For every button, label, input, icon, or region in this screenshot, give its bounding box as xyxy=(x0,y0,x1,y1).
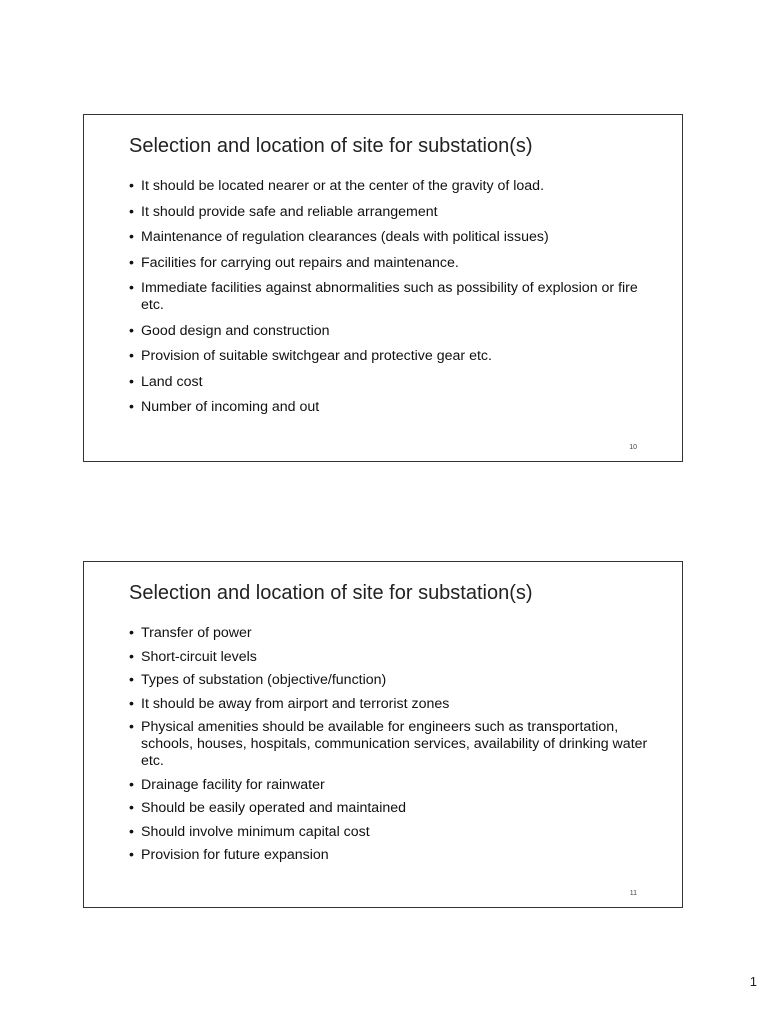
slide-2 xyxy=(83,561,683,908)
slide-title: Selection and location of site for substation(s) xyxy=(129,135,533,157)
list-item xyxy=(129,255,659,272)
list-item xyxy=(129,649,659,666)
bullet-list xyxy=(129,178,659,425)
bullet-icon: • xyxy=(129,254,134,271)
list-item xyxy=(129,824,659,841)
list-item xyxy=(129,178,659,195)
bullet-icon: • xyxy=(129,847,134,863)
bullet-icon: • xyxy=(129,823,134,840)
bullet-text: Short-circuit levels xyxy=(141,648,257,665)
list-item xyxy=(129,625,659,642)
bullet-icon: • xyxy=(129,203,134,220)
bullet-text: Provision of suitable switchgear and protective gear etc. xyxy=(141,348,492,364)
list-item xyxy=(129,800,659,817)
bullet-text: Provision for future expansion xyxy=(141,847,329,863)
bullet-icon: • xyxy=(129,373,134,390)
slide-number: 10 xyxy=(629,444,637,451)
bullet-icon: • xyxy=(129,648,134,665)
bullet-icon: • xyxy=(129,625,134,641)
bullet-list xyxy=(129,625,659,871)
list-item xyxy=(129,280,659,314)
bullet-icon: • xyxy=(129,229,134,245)
list-item xyxy=(129,374,659,391)
list-item xyxy=(129,847,659,864)
bullet-text: Immediate facilities against abnormalities such as possibility of explosion or fire etc. xyxy=(141,280,638,313)
bullet-icon: • xyxy=(129,776,134,793)
bullet-icon: • xyxy=(129,672,134,688)
bullet-text: Good design and construction xyxy=(141,322,330,339)
bullet-text: It should be located nearer or at the center of the gravity of load. xyxy=(141,178,545,194)
slide-1 xyxy=(83,114,683,462)
bullet-text: It should be away from airport and terrorist zones xyxy=(141,695,450,712)
bullet-icon: • xyxy=(129,280,134,296)
bullet-icon: • xyxy=(129,399,134,415)
list-item xyxy=(129,399,659,416)
bullet-text: Maintenance of regulation clearances (deals with political issues) xyxy=(141,229,549,245)
list-item xyxy=(129,777,659,794)
list-item xyxy=(129,323,659,340)
bullet-text: Physical amenities should be available for engineers such as transportation, schools, houses, hospitals, communication services, availability of drinking water etc. xyxy=(141,719,648,769)
page-number: 1 xyxy=(749,974,757,989)
bullet-icon: • xyxy=(129,178,134,194)
bullet-text: Land cost xyxy=(141,373,203,390)
bullet-icon: • xyxy=(129,348,134,364)
list-item xyxy=(129,229,659,246)
list-item xyxy=(129,348,659,365)
bullet-text: Facilities for carrying out repairs and maintenance. xyxy=(141,254,459,271)
list-item xyxy=(129,719,659,770)
bullet-text: Should be easily operated and maintained xyxy=(141,800,407,816)
bullet-text: Types of substation (objective/function) xyxy=(141,672,387,688)
bullet-text: Transfer of power xyxy=(141,625,252,641)
slide-title: Selection and location of site for substation(s) xyxy=(129,582,533,604)
bullet-icon: • xyxy=(129,719,134,735)
bullet-text: Should involve minimum capital cost xyxy=(141,823,370,840)
bullet-icon: • xyxy=(129,800,134,816)
list-item xyxy=(129,672,659,689)
bullet-icon: • xyxy=(129,695,134,712)
bullet-text: It should provide safe and reliable arrangement xyxy=(141,203,438,220)
bullet-text: Drainage facility for rainwater xyxy=(141,776,325,793)
list-item xyxy=(129,696,659,713)
bullet-icon: • xyxy=(129,322,134,339)
bullet-text: Number of incoming and out xyxy=(141,399,320,415)
list-item xyxy=(129,204,659,221)
slide-number: 11 xyxy=(629,890,637,897)
